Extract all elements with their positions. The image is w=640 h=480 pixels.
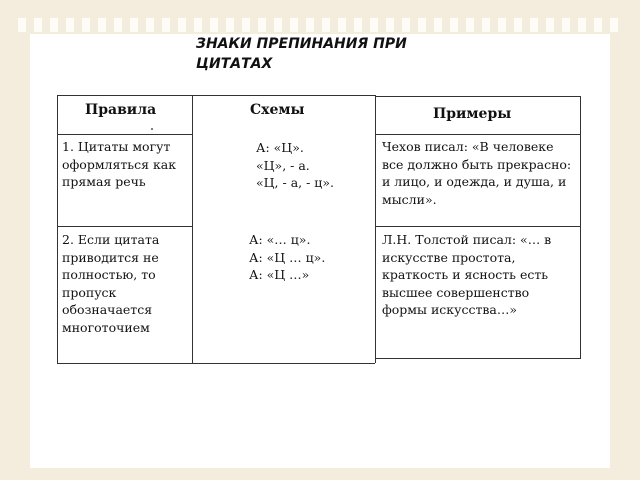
row1-example: Чехов писал: «В человеке все должно быть прекрасно: и лицо, и одежда, и душа, и мысли». — [382, 139, 572, 207]
table-divider-1 — [192, 95, 193, 363]
row2-scheme: А: «… ц». А: «Ц … ц». А: «Ц …» — [249, 232, 326, 282]
row2-example: Л.Н. Толстой писал: «… в искусстве простота, краткость и ясность есть высшее совершенство формы искусства…» — [382, 232, 552, 317]
table-border-right — [580, 96, 581, 358]
table-border-left — [57, 95, 58, 363]
header-schemes: Схемы — [250, 102, 305, 118]
table-row1-top-rules — [57, 134, 192, 135]
header-examples: Примеры — [433, 106, 512, 122]
decorative-border — [18, 18, 622, 32]
table-row1-top-examples — [375, 134, 581, 135]
table-border-top-examples — [375, 96, 581, 97]
table-border-top-schemes — [192, 95, 375, 96]
page-title: ЗНАКИ ПРЕПИНАНИЯ ПРИ ЦИТАТАХ — [196, 36, 407, 72]
row1-scheme: А: «Ц». «Ц», - а. «Ц, - а, - ц». — [256, 140, 334, 190]
header-rules: Правила — [85, 102, 157, 118]
row1-rule: 1. Цитаты могут оформляться как прямая речь — [62, 139, 177, 189]
row2-rule: 2. Если цитата приводится не полностью, то пропуск обозначается многоточием — [62, 232, 160, 335]
table-border-bottom-right — [375, 358, 581, 359]
table-border-bottom-left — [57, 363, 375, 364]
table-divider-2 — [375, 95, 376, 363]
table-row2-top-examples — [375, 226, 581, 227]
table-border-top-rules — [57, 95, 192, 96]
table-row2-top-rules — [57, 226, 192, 227]
stray-dot — [151, 128, 153, 130]
